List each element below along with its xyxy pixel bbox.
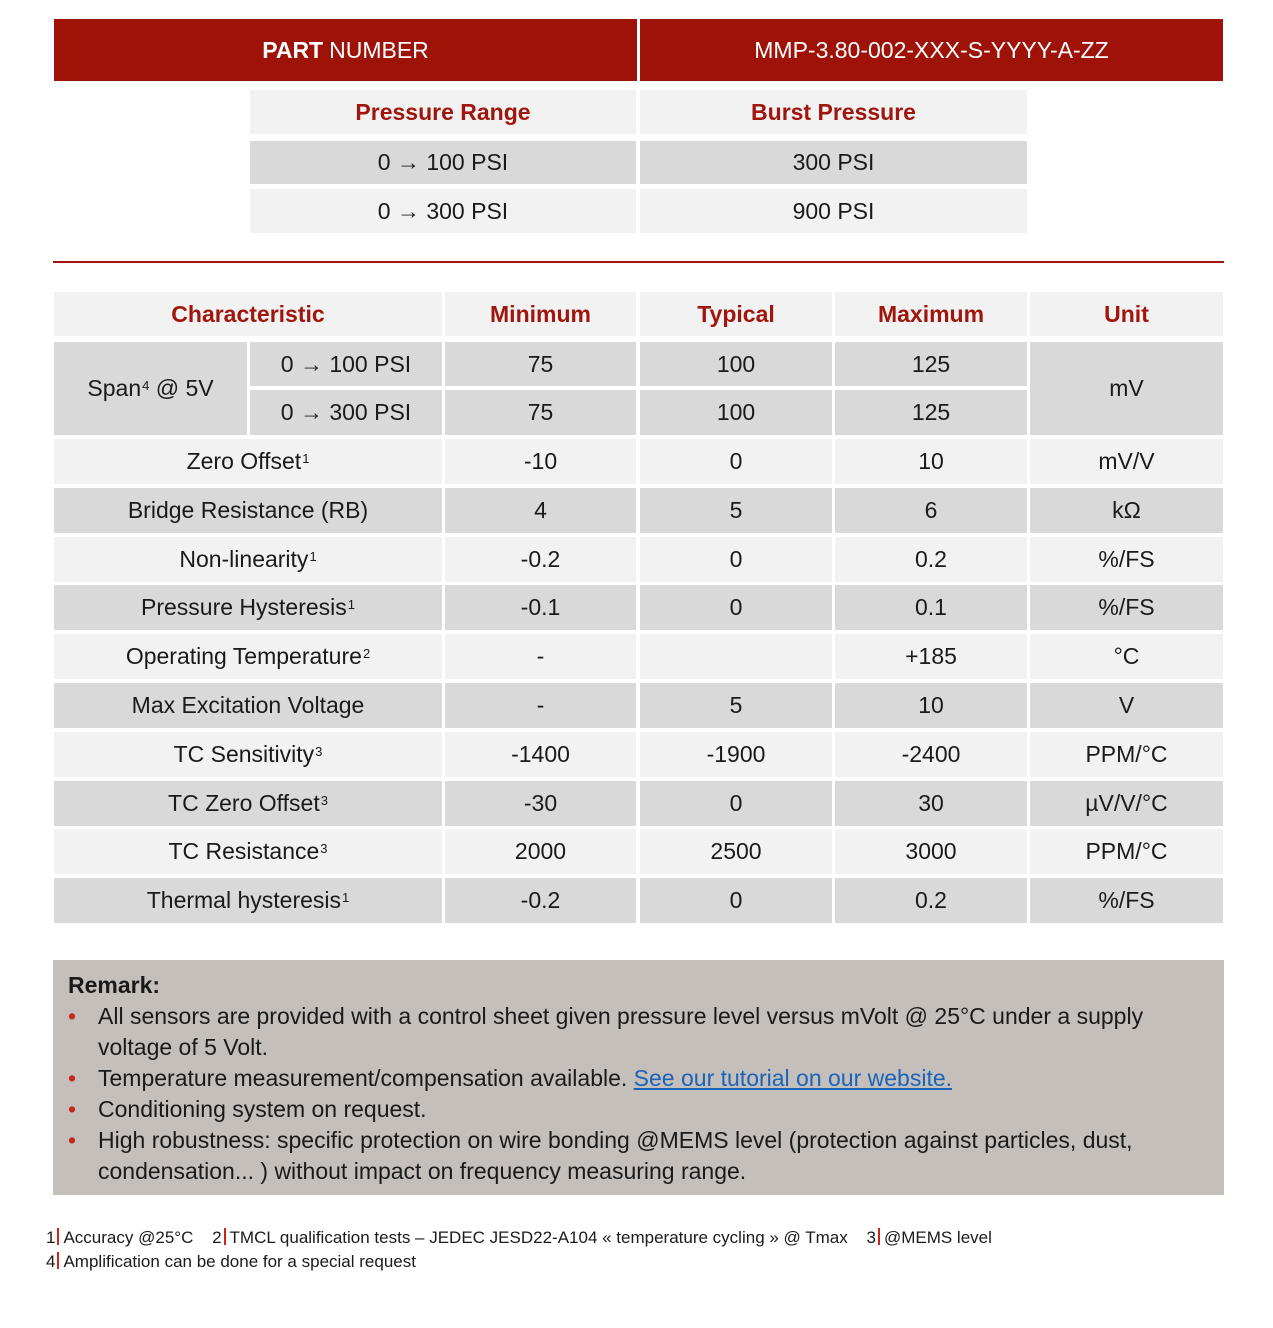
- bullet-icon: •: [68, 1003, 77, 1029]
- footnote-ref: 3: [320, 841, 328, 856]
- characteristic-name: Bridge Resistance (RB): [127, 497, 369, 523]
- remark-item: [68, 1094, 1206, 1125]
- footnote-ref: 1: [342, 890, 350, 905]
- max-cell: -2400: [835, 732, 1027, 777]
- span-min-cell: 75: [445, 342, 636, 386]
- characteristic-cell: [54, 585, 442, 630]
- characteristic-cell: [54, 537, 442, 582]
- footnote-ref: 2: [362, 646, 371, 661]
- unit-cell: PPM/°C: [1030, 732, 1223, 777]
- min-cell: 2000: [445, 829, 636, 874]
- max-cell: 30: [835, 781, 1027, 826]
- part-number-label-bold: PART: [262, 36, 324, 63]
- bullet-icon: •: [68, 1127, 77, 1153]
- pressure-range-header: Pressure Range: [250, 90, 636, 134]
- span-range-cell: 0 → 100 PSI: [250, 342, 442, 386]
- max-cell: 0.2: [835, 537, 1027, 582]
- unit-cell: %/FS: [1030, 585, 1223, 630]
- unit-cell: °C: [1030, 634, 1223, 679]
- unit-cell: kΩ: [1030, 488, 1223, 533]
- typ-cell: 0: [640, 439, 832, 484]
- minimum-header: Minimum: [445, 292, 636, 336]
- span-range-cell: 0 → 300 PSI: [250, 390, 442, 435]
- footnote-ref: 3: [315, 744, 323, 759]
- span-suffix: @ 5V: [149, 375, 214, 401]
- footnote-bar: [224, 1228, 226, 1245]
- min-cell: -: [445, 683, 636, 728]
- maximum-header: Maximum: [835, 292, 1027, 336]
- footnote-ref: 1: [309, 549, 317, 564]
- typ-cell: 0: [640, 585, 832, 630]
- span-max-cell: 125: [835, 390, 1027, 435]
- typ-cell: -1900: [640, 732, 832, 777]
- characteristic-cell: [54, 878, 442, 923]
- unit-cell: mV/V: [1030, 439, 1223, 484]
- min-cell: -0.2: [445, 878, 636, 923]
- characteristic-cell: [54, 439, 442, 484]
- part-number-value-cell: [640, 19, 1223, 81]
- characteristic-cell: [54, 634, 442, 679]
- unit-cell: %/FS: [1030, 537, 1223, 582]
- unit-cell: PPM/°C: [1030, 829, 1223, 874]
- footnote-ref: 1: [347, 597, 355, 612]
- footnotes-line-2: [46, 1252, 416, 1272]
- span-max-cell: 125: [835, 342, 1027, 386]
- footnote-number: 1: [46, 1228, 56, 1247]
- min-cell: -1400: [445, 732, 636, 777]
- characteristic-cell: [54, 683, 442, 728]
- bullet-icon: •: [68, 1065, 77, 1091]
- typ-cell: 0: [640, 537, 832, 582]
- footnote-bar: [57, 1228, 59, 1245]
- span-label-cell: [54, 342, 247, 435]
- typ-cell: [640, 634, 832, 679]
- part-number-label-cell: [54, 19, 637, 81]
- min-cell: -: [445, 634, 636, 679]
- min-cell: 4: [445, 488, 636, 533]
- characteristic-cell: [54, 781, 442, 826]
- max-cell: 0.1: [835, 585, 1027, 630]
- span-min-cell: 75: [445, 390, 636, 435]
- remark-item: [68, 1125, 1206, 1187]
- footnotes-line-1: [46, 1228, 992, 1248]
- footnote-number: 4: [46, 1252, 56, 1271]
- unit-cell: %/FS: [1030, 878, 1223, 923]
- remark-item-text: All sensors are provided with a control sheet given pressure level versus mVolt @ 25°C under a supply voltage of 5 Volt.: [98, 1003, 1144, 1060]
- max-cell: 3000: [835, 829, 1027, 874]
- min-cell: -30: [445, 781, 636, 826]
- footnote-number: 2: [212, 1228, 222, 1247]
- remark-item-text: High robustness: specific protection on wire bonding @MEMS level (protection against particles, dust, condensation... ) without impact on frequency measuring range.: [98, 1127, 1133, 1184]
- characteristic-cell: [54, 488, 442, 533]
- footnote-text: Accuracy @25°C: [63, 1228, 194, 1247]
- remark-item-text: Temperature measurement/compensation available.: [98, 1065, 628, 1091]
- typ-cell: 2500: [640, 829, 832, 874]
- bullet-icon: •: [68, 1096, 77, 1122]
- characteristic-name: TC Resistance: [168, 838, 320, 864]
- span-typ-cell: 100: [640, 390, 832, 435]
- burst-pressure-cell: 900 PSI: [640, 189, 1027, 233]
- footnote-bar: [57, 1252, 59, 1269]
- max-cell: 10: [835, 683, 1027, 728]
- typ-cell: 5: [640, 488, 832, 533]
- typical-header: Typical: [640, 292, 832, 336]
- characteristic-name: TC Zero Offset: [168, 790, 320, 816]
- characteristic-header: Characteristic: [54, 292, 442, 336]
- min-cell: -0.1: [445, 585, 636, 630]
- pressure-range-cell: 0 → 300 PSI: [250, 189, 636, 233]
- unit-header: Unit: [1030, 292, 1223, 336]
- pressure-range-cell: 0 → 100 PSI: [250, 141, 636, 184]
- typ-cell: 0: [640, 878, 832, 923]
- footnote-ref: 1: [302, 451, 310, 466]
- span-typ-cell: 100: [640, 342, 832, 386]
- characteristic-name: Non-linearity: [179, 546, 309, 572]
- remark-title: Remark:: [68, 972, 161, 998]
- footnote-text: Amplification can be done for a special request: [63, 1252, 416, 1271]
- section-divider: [53, 261, 1224, 263]
- footnote-text: @MEMS level: [883, 1228, 992, 1247]
- footnote-ref: 3: [320, 793, 328, 808]
- span-footnote-ref: 4: [142, 378, 150, 393]
- max-cell: 0.2: [835, 878, 1027, 923]
- characteristic-cell: [54, 829, 442, 874]
- max-cell: 6: [835, 488, 1027, 533]
- characteristic-cell: [54, 732, 442, 777]
- max-cell: 10: [835, 439, 1027, 484]
- max-cell: +185: [835, 634, 1027, 679]
- footnote-text: TMCL qualification tests – JEDEC JESD22-A104 « temperature cycling » @ Tmax: [229, 1228, 848, 1247]
- unit-cell: µV/V/°C: [1030, 781, 1223, 826]
- footnote-bar: [878, 1228, 880, 1245]
- typ-cell: 0: [640, 781, 832, 826]
- characteristic-name: Operating Temperature: [125, 643, 362, 669]
- burst-pressure-header: Burst Pressure: [640, 90, 1027, 134]
- span-unit-cell: mV: [1030, 342, 1223, 435]
- typ-cell: 5: [640, 683, 832, 728]
- span-label: Span: [87, 375, 142, 401]
- characteristic-name: TC Sensitivity: [173, 741, 315, 767]
- footnote-number: 3: [866, 1228, 876, 1247]
- min-cell: -0.2: [445, 537, 636, 582]
- part-number-label-rest: NUMBER: [329, 36, 429, 63]
- characteristic-name: Thermal hysteresis: [146, 887, 342, 913]
- characteristic-name: Zero Offset: [186, 448, 302, 474]
- remark-list: [68, 1001, 1206, 1187]
- tutorial-link[interactable]: See our tutorial on our website.: [633, 1065, 953, 1091]
- remark-item-text: Conditioning system on request.: [98, 1096, 427, 1122]
- remark-item: [68, 1063, 1206, 1094]
- part-number-value: MMP-3.80-002-XXX-S-YYYY-A-ZZ: [754, 36, 1109, 63]
- characteristic-name: Pressure Hysteresis: [140, 594, 347, 620]
- min-cell: -10: [445, 439, 636, 484]
- unit-cell: V: [1030, 683, 1223, 728]
- characteristic-name: Max Excitation Voltage: [131, 692, 365, 718]
- burst-pressure-cell: 300 PSI: [640, 141, 1027, 184]
- remark-item: [68, 1001, 1206, 1063]
- remark-box: [53, 960, 1224, 1195]
